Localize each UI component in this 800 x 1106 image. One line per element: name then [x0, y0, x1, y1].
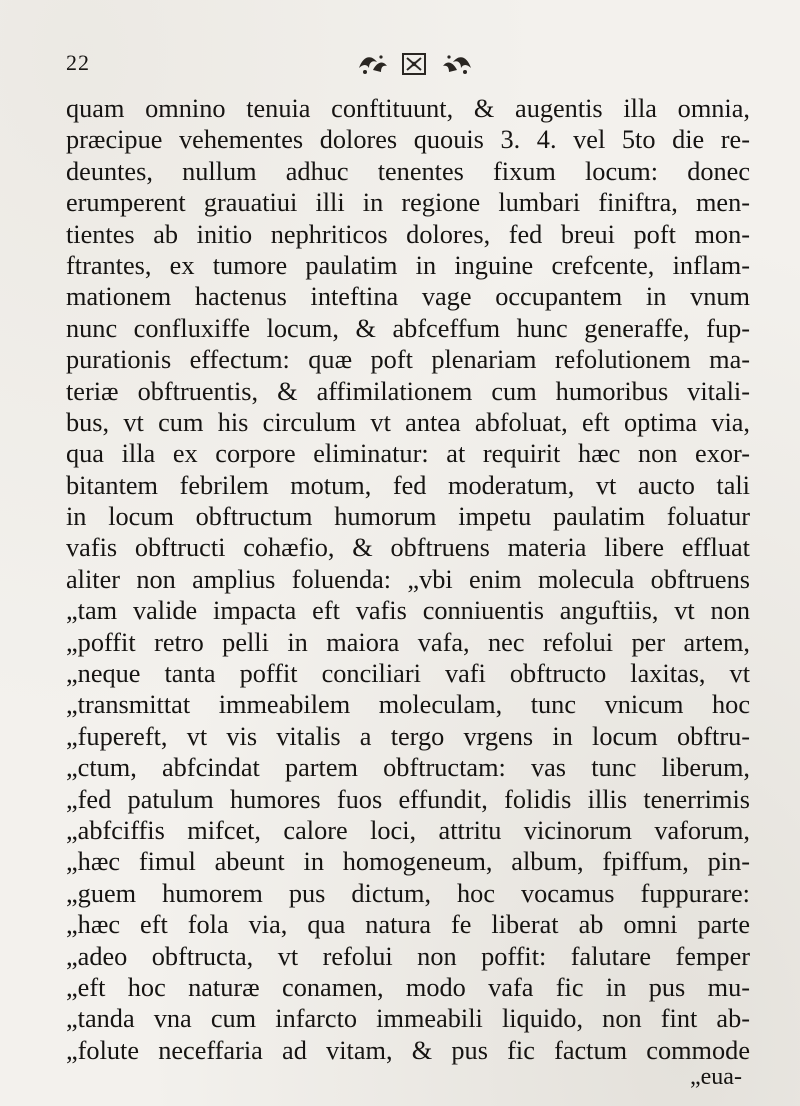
text-line: aliter non amplius foluenda: „vbi enim molecula obftruens: [66, 564, 750, 594]
quoted-line: „folute neceffaria ad vitam, & pus fic factum commode: [66, 1035, 750, 1065]
quoted-line: „hæc fimul abeunt in homogeneum, album, fpiffum, pin-: [66, 847, 750, 877]
text-line: vafis obftructi cohæfio, & obftruens materia libere effluat: [66, 533, 750, 563]
text-line: bitantem febrilem motum, fed moderatum, vt aucto tali: [66, 470, 750, 500]
quoted-line: „poffit retro pelli in maiora vafa, nec refolui per artem,: [66, 627, 750, 657]
text-line: ftrantes, ex tumore paulatim in inguine crefcente, inflam-: [66, 250, 750, 280]
printer-ornament-icon: [355, 48, 475, 78]
quoted-line: „guem humorem pus dictum, hoc vocamus fuppurare:: [66, 878, 750, 908]
quoted-line: „abfciffis mifcet, calore loci, attritu vicinorum vaforum,: [66, 815, 750, 845]
page-header: [0, 40, 800, 80]
text-line: erumperent grauatiui illi in regione lumbari finiftra, men-: [66, 188, 750, 218]
text-line: mationem hactenus inteftina vage occupantem in vnum: [66, 282, 750, 312]
text-line: in locum obftructum humorum impetu paulatim foluatur: [66, 502, 750, 532]
text-line: præcipue vehementes dolores quouis 3. 4. vel 5to die re-: [66, 125, 750, 155]
quoted-line: „adeo obftructa, vt refolui non poffit: falutare femper: [66, 941, 750, 971]
quoted-line: „eft hoc naturæ conamen, modo vafa fic in pus mu-: [66, 972, 750, 1002]
quoted-line: „neque tanta poffit conciliari vafi obftructo laxitas, vt: [66, 659, 750, 689]
page-number: 22: [66, 50, 90, 75]
quoted-line: „tanda vna cum infarcto immeabili liquido, non fint ab-: [66, 1004, 750, 1034]
quoted-line: „fed patulum humores fuos effundit, folidis illis tenerrimis: [66, 784, 750, 814]
body-text: [66, 93, 750, 1066]
text-line: nunc confluxiffe locum, & abfceffum hunc generaffe, fup-: [66, 313, 750, 343]
text-line: bus, vt cum his circulum vt antea abfoluat, eft optima via,: [66, 407, 750, 437]
text-line: quam omnino tenuia conftituunt, & augentis illa omnia,: [66, 94, 750, 123]
catchword: „eua-: [690, 1064, 742, 1090]
quoted-line: „fupereft, vt vis vitalis a tergo vrgens in locum obftru-: [66, 721, 750, 751]
quoted-line: „transmittat immeabilem moleculam, tunc vnicum hoc: [66, 690, 750, 720]
text-line: deuntes, nullum adhuc tenentes fixum locum: donec: [66, 156, 750, 186]
quoted-line: „ctum, abfcindat partem obftructam: vas tunc liberum,: [66, 753, 750, 783]
text-line: qua illa ex corpore eliminatur: at requirit hæc non exor-: [66, 439, 750, 469]
quoted-line: „hæc eft fola via, qua natura fe liberat ab omni parte: [66, 910, 750, 940]
text-line: purationis effectum: quæ poft plenariam refolutionem ma-: [66, 345, 750, 375]
quoted-line: „tam valide impacta eft vafis conniuentis anguftiis, vt non: [66, 596, 750, 626]
text-line: tientes ab initio nephriticos dolores, fed breui poft mon-: [66, 219, 750, 249]
text-line: teriæ obftruentis, & affimilationem cum humoribus vitali-: [66, 376, 750, 406]
